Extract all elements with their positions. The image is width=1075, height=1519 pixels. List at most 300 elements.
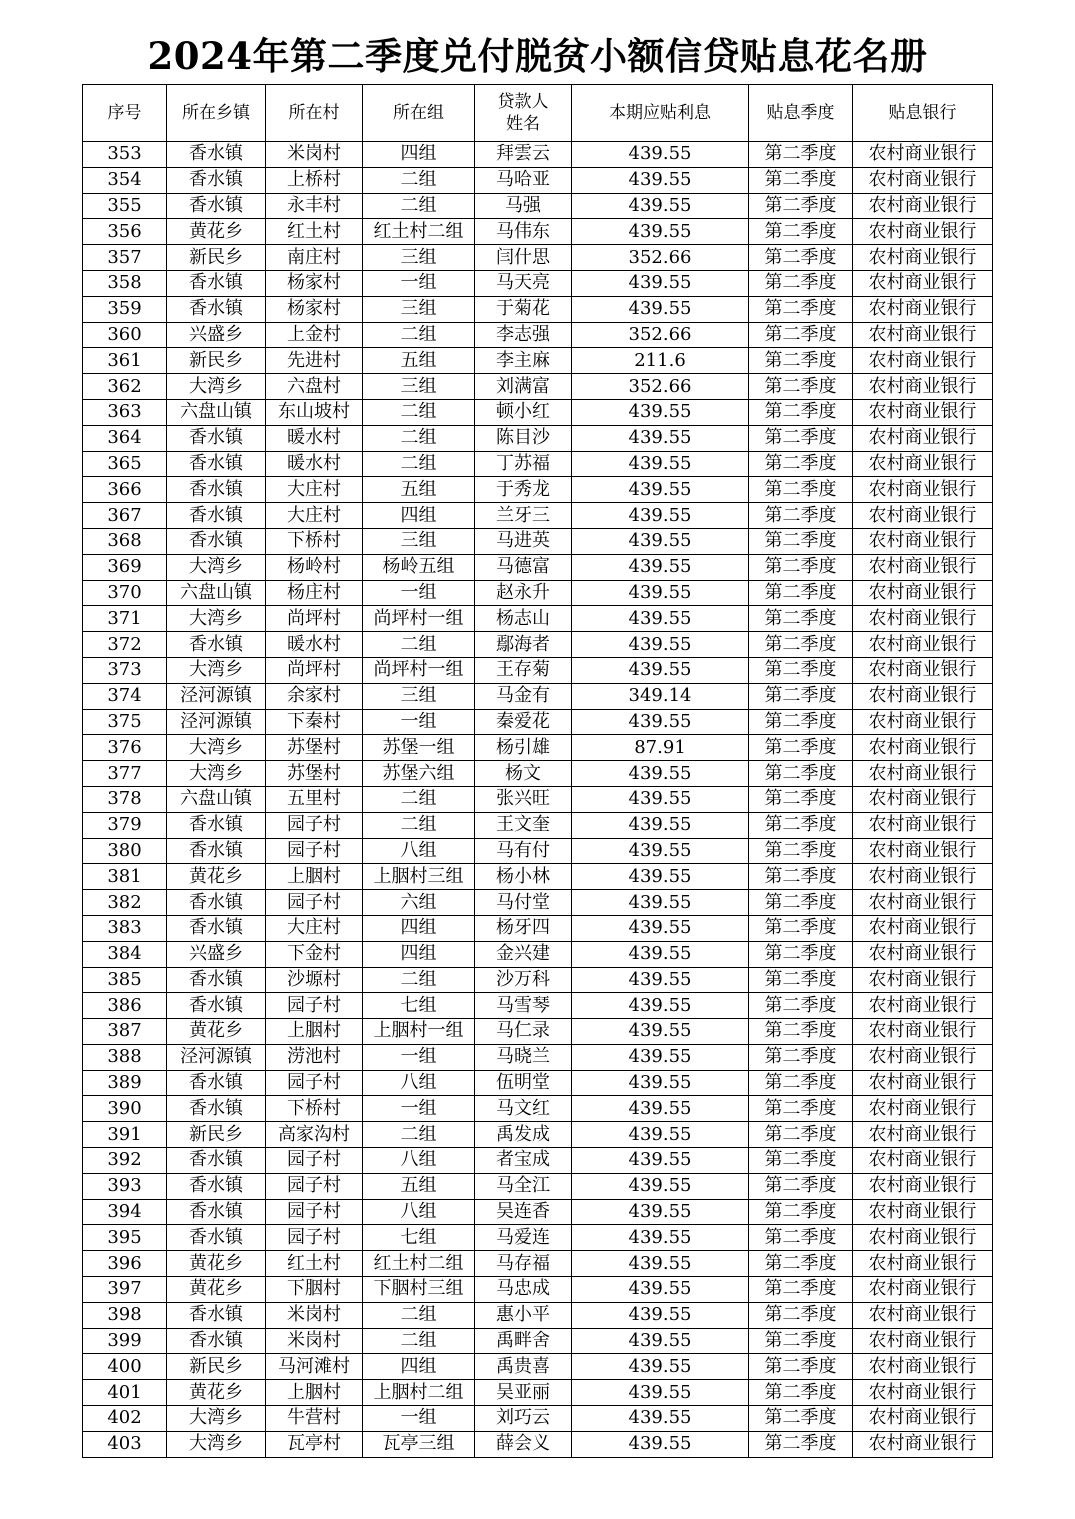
subsidy-roster-table [82, 84, 993, 1458]
cell-township: 香水镇 [167, 425, 266, 451]
cell-township: 六盘山镇 [167, 580, 266, 606]
cell-borrower: 马金有 [475, 683, 572, 709]
cell-interest: 439.55 [572, 606, 749, 632]
table-row [83, 632, 993, 658]
cell-township: 新民乡 [167, 1122, 266, 1148]
table-row [83, 941, 993, 967]
cell-borrower: 陈目沙 [475, 425, 572, 451]
cell-bank: 农村商业银行 [853, 142, 993, 168]
table-row [83, 864, 993, 890]
cell-bank: 农村商业银行 [853, 890, 993, 916]
roster-body [83, 142, 993, 1458]
cell-bank: 农村商业银行 [853, 296, 993, 322]
cell-quarter: 第二季度 [749, 219, 853, 245]
cell-township: 香水镇 [167, 1070, 266, 1096]
cell-village: 涝池村 [266, 1044, 363, 1070]
cell-borrower: 马伟东 [475, 219, 572, 245]
cell-village: 下金村 [266, 941, 363, 967]
table-row [83, 219, 993, 245]
table-row [83, 1070, 993, 1096]
header-interest: 本期应贴利息 [572, 85, 749, 142]
cell-interest: 439.55 [572, 219, 749, 245]
cell-bank: 农村商业银行 [853, 915, 993, 941]
cell-group: 二组 [363, 451, 475, 477]
cell-quarter: 第二季度 [749, 1173, 853, 1199]
cell-interest: 439.55 [572, 993, 749, 1019]
cell-bank: 农村商业银行 [853, 941, 993, 967]
cell-seq: 369 [83, 554, 167, 580]
table-row [83, 1302, 993, 1328]
cell-village: 苏堡村 [266, 761, 363, 787]
cell-seq: 371 [83, 606, 167, 632]
cell-interest: 439.55 [572, 1148, 749, 1174]
cell-group: 八组 [363, 838, 475, 864]
header-borrower-line2: 姓名 [506, 114, 540, 134]
cell-group: 八组 [363, 1148, 475, 1174]
cell-interest: 439.55 [572, 1406, 749, 1432]
cell-interest: 439.55 [572, 451, 749, 477]
cell-village: 上金村 [266, 322, 363, 348]
cell-group: 二组 [363, 967, 475, 993]
cell-village: 上胭村 [266, 1019, 363, 1045]
cell-interest: 352.66 [572, 374, 749, 400]
cell-interest: 439.55 [572, 1044, 749, 1070]
cell-village: 红土村 [266, 219, 363, 245]
cell-quarter: 第二季度 [749, 1122, 853, 1148]
cell-borrower: 王文奎 [475, 812, 572, 838]
table-row [83, 1406, 993, 1432]
cell-seq: 403 [83, 1431, 167, 1457]
page-title: 2024年第二季度兑付脱贫小额信贷贴息花名册 [147, 34, 928, 78]
cell-quarter: 第二季度 [749, 1148, 853, 1174]
cell-seq: 373 [83, 657, 167, 683]
cell-quarter: 第二季度 [749, 812, 853, 838]
cell-interest: 87.91 [572, 735, 749, 761]
cell-village: 下秦村 [266, 709, 363, 735]
cell-group: 上胭村二组 [363, 1380, 475, 1406]
cell-borrower: 吴连香 [475, 1199, 572, 1225]
cell-borrower: 于秀龙 [475, 477, 572, 503]
cell-quarter: 第二季度 [749, 1096, 853, 1122]
cell-seq: 386 [83, 993, 167, 1019]
table-row [83, 683, 993, 709]
cell-bank: 农村商业银行 [853, 1199, 993, 1225]
cell-group: 一组 [363, 580, 475, 606]
cell-seq: 400 [83, 1354, 167, 1380]
cell-bank: 农村商业银行 [853, 606, 993, 632]
cell-township: 泾河源镇 [167, 1044, 266, 1070]
cell-group: 一组 [363, 709, 475, 735]
table-row [83, 245, 993, 271]
cell-borrower: 张兴旺 [475, 786, 572, 812]
cell-borrower: 李志强 [475, 322, 572, 348]
cell-village: 园子村 [266, 1148, 363, 1174]
table-row [83, 1277, 993, 1303]
cell-interest: 352.66 [572, 245, 749, 271]
table-row [83, 296, 993, 322]
cell-interest: 439.55 [572, 399, 749, 425]
cell-group: 红土村二组 [363, 1251, 475, 1277]
table-row [83, 528, 993, 554]
cell-interest: 439.55 [572, 425, 749, 451]
cell-seq: 398 [83, 1302, 167, 1328]
cell-borrower: 马付堂 [475, 890, 572, 916]
table-row [83, 812, 993, 838]
cell-group: 尚坪村一组 [363, 657, 475, 683]
header-township: 所在乡镇 [167, 85, 266, 142]
cell-interest: 439.55 [572, 1380, 749, 1406]
cell-group: 三组 [363, 528, 475, 554]
header-group: 所在组 [363, 85, 475, 142]
cell-interest: 439.55 [572, 632, 749, 658]
cell-township: 大湾乡 [167, 606, 266, 632]
cell-quarter: 第二季度 [749, 1225, 853, 1251]
cell-seq: 376 [83, 735, 167, 761]
cell-seq: 353 [83, 142, 167, 168]
cell-interest: 439.55 [572, 838, 749, 864]
cell-bank: 农村商业银行 [853, 348, 993, 374]
cell-borrower: 顿小红 [475, 399, 572, 425]
cell-group: 六组 [363, 890, 475, 916]
cell-township: 香水镇 [167, 142, 266, 168]
cell-village: 园子村 [266, 1173, 363, 1199]
cell-township: 六盘山镇 [167, 786, 266, 812]
cell-group: 五组 [363, 348, 475, 374]
cell-borrower: 马进英 [475, 528, 572, 554]
cell-bank: 农村商业银行 [853, 683, 993, 709]
cell-bank: 农村商业银行 [853, 1380, 993, 1406]
cell-group: 二组 [363, 399, 475, 425]
cell-quarter: 第二季度 [749, 657, 853, 683]
cell-township: 新民乡 [167, 1354, 266, 1380]
cell-seq: 380 [83, 838, 167, 864]
cell-interest: 439.55 [572, 890, 749, 916]
cell-village: 园子村 [266, 1225, 363, 1251]
cell-village: 下桥村 [266, 528, 363, 554]
cell-township: 香水镇 [167, 528, 266, 554]
cell-seq: 391 [83, 1122, 167, 1148]
cell-seq: 370 [83, 580, 167, 606]
cell-seq: 361 [83, 348, 167, 374]
cell-village: 上胭村 [266, 1380, 363, 1406]
cell-bank: 农村商业银行 [853, 270, 993, 296]
table-row [83, 890, 993, 916]
cell-bank: 农村商业银行 [853, 554, 993, 580]
table-row [83, 477, 993, 503]
cell-village: 下桥村 [266, 1096, 363, 1122]
cell-seq: 364 [83, 425, 167, 451]
cell-borrower: 马德富 [475, 554, 572, 580]
cell-seq: 375 [83, 709, 167, 735]
cell-interest: 439.55 [572, 167, 749, 193]
cell-seq: 382 [83, 890, 167, 916]
cell-group: 一组 [363, 270, 475, 296]
cell-group: 一组 [363, 1044, 475, 1070]
cell-borrower: 李主麻 [475, 348, 572, 374]
cell-seq: 359 [83, 296, 167, 322]
cell-bank: 农村商业银行 [853, 838, 993, 864]
cell-quarter: 第二季度 [749, 167, 853, 193]
cell-quarter: 第二季度 [749, 1199, 853, 1225]
cell-seq: 366 [83, 477, 167, 503]
cell-seq: 374 [83, 683, 167, 709]
cell-interest: 439.55 [572, 1173, 749, 1199]
cell-township: 大湾乡 [167, 1431, 266, 1457]
cell-township: 黄花乡 [167, 864, 266, 890]
cell-township: 兴盛乡 [167, 322, 266, 348]
cell-bank: 农村商业银行 [853, 167, 993, 193]
cell-village: 暖水村 [266, 632, 363, 658]
table-row [83, 167, 993, 193]
cell-bank: 农村商业银行 [853, 1354, 993, 1380]
table-row [83, 1122, 993, 1148]
cell-borrower: 杨文 [475, 761, 572, 787]
table-row [83, 657, 993, 683]
cell-group: 三组 [363, 245, 475, 271]
table-row [83, 993, 993, 1019]
table-row [83, 735, 993, 761]
cell-quarter: 第二季度 [749, 1302, 853, 1328]
cell-group: 七组 [363, 993, 475, 1019]
table-row [83, 1096, 993, 1122]
cell-interest: 439.55 [572, 786, 749, 812]
cell-township: 香水镇 [167, 838, 266, 864]
cell-interest: 439.55 [572, 477, 749, 503]
header-quarter: 贴息季度 [749, 85, 853, 142]
cell-group: 二组 [363, 1122, 475, 1148]
cell-bank: 农村商业银行 [853, 451, 993, 477]
cell-group: 红土村二组 [363, 219, 475, 245]
cell-interest: 439.55 [572, 1328, 749, 1354]
cell-interest: 439.55 [572, 709, 749, 735]
cell-village: 园子村 [266, 993, 363, 1019]
cell-borrower: 马有付 [475, 838, 572, 864]
cell-group: 苏堡六组 [363, 761, 475, 787]
cell-village: 沙塬村 [266, 967, 363, 993]
cell-township: 六盘山镇 [167, 399, 266, 425]
cell-seq: 392 [83, 1148, 167, 1174]
cell-borrower: 者宝成 [475, 1148, 572, 1174]
cell-interest: 439.55 [572, 1096, 749, 1122]
cell-village: 永丰村 [266, 193, 363, 219]
cell-borrower: 金兴建 [475, 941, 572, 967]
cell-borrower: 禹贵喜 [475, 1354, 572, 1380]
cell-group: 七组 [363, 1225, 475, 1251]
cell-interest: 439.55 [572, 1302, 749, 1328]
cell-borrower: 马强 [475, 193, 572, 219]
cell-bank: 农村商业银行 [853, 967, 993, 993]
cell-borrower: 杨引雄 [475, 735, 572, 761]
cell-township: 香水镇 [167, 270, 266, 296]
cell-quarter: 第二季度 [749, 1328, 853, 1354]
cell-interest: 439.55 [572, 915, 749, 941]
cell-bank: 农村商业银行 [853, 374, 993, 400]
cell-village: 杨家村 [266, 296, 363, 322]
cell-bank: 农村商业银行 [853, 1148, 993, 1174]
cell-borrower: 吴亚丽 [475, 1380, 572, 1406]
table-row [83, 1199, 993, 1225]
cell-bank: 农村商业银行 [853, 322, 993, 348]
cell-seq: 388 [83, 1044, 167, 1070]
cell-interest: 439.55 [572, 580, 749, 606]
cell-interest: 439.55 [572, 1354, 749, 1380]
cell-village: 大庄村 [266, 503, 363, 529]
cell-seq: 385 [83, 967, 167, 993]
table-row [83, 580, 993, 606]
cell-township: 大湾乡 [167, 554, 266, 580]
cell-bank: 农村商业银行 [853, 657, 993, 683]
cell-village: 苏堡村 [266, 735, 363, 761]
cell-interest: 439.55 [572, 528, 749, 554]
cell-quarter: 第二季度 [749, 142, 853, 168]
cell-bank: 农村商业银行 [853, 219, 993, 245]
table-row [83, 838, 993, 864]
cell-seq: 378 [83, 786, 167, 812]
cell-village: 大庄村 [266, 477, 363, 503]
cell-seq: 365 [83, 451, 167, 477]
table-row [83, 399, 993, 425]
cell-quarter: 第二季度 [749, 399, 853, 425]
cell-borrower: 刘满富 [475, 374, 572, 400]
cell-group: 二组 [363, 167, 475, 193]
table-row [83, 322, 993, 348]
cell-group: 上胭村一组 [363, 1019, 475, 1045]
cell-township: 兴盛乡 [167, 941, 266, 967]
cell-quarter: 第二季度 [749, 683, 853, 709]
cell-bank: 农村商业银行 [853, 1431, 993, 1457]
cell-borrower: 刘巧云 [475, 1406, 572, 1432]
cell-borrower: 杨小林 [475, 864, 572, 890]
cell-bank: 农村商业银行 [853, 1122, 993, 1148]
cell-seq: 390 [83, 1096, 167, 1122]
table-row [83, 1173, 993, 1199]
cell-quarter: 第二季度 [749, 296, 853, 322]
cell-quarter: 第二季度 [749, 838, 853, 864]
cell-township: 大湾乡 [167, 374, 266, 400]
cell-bank: 农村商业银行 [853, 709, 993, 735]
cell-village: 先进村 [266, 348, 363, 374]
cell-bank: 农村商业银行 [853, 761, 993, 787]
cell-seq: 367 [83, 503, 167, 529]
cell-bank: 农村商业银行 [853, 993, 993, 1019]
cell-bank: 农村商业银行 [853, 245, 993, 271]
cell-village: 五里村 [266, 786, 363, 812]
cell-borrower: 禹畔舍 [475, 1328, 572, 1354]
cell-borrower: 马晓兰 [475, 1044, 572, 1070]
cell-quarter: 第二季度 [749, 890, 853, 916]
cell-quarter: 第二季度 [749, 451, 853, 477]
cell-quarter: 第二季度 [749, 632, 853, 658]
table-row [83, 709, 993, 735]
cell-seq: 356 [83, 219, 167, 245]
cell-township: 黄花乡 [167, 219, 266, 245]
cell-seq: 399 [83, 1328, 167, 1354]
table-row [83, 193, 993, 219]
cell-interest: 439.55 [572, 941, 749, 967]
cell-borrower: 闫什思 [475, 245, 572, 271]
header-row [83, 85, 993, 142]
header-borrower [475, 85, 572, 142]
cell-interest: 439.55 [572, 296, 749, 322]
cell-township: 大湾乡 [167, 1406, 266, 1432]
cell-bank: 农村商业银行 [853, 425, 993, 451]
cell-quarter: 第二季度 [749, 993, 853, 1019]
cell-seq: 383 [83, 915, 167, 941]
table-row [83, 142, 993, 168]
cell-seq: 368 [83, 528, 167, 554]
cell-group: 尚坪村一组 [363, 606, 475, 632]
cell-township: 香水镇 [167, 890, 266, 916]
table-row [83, 1019, 993, 1045]
header-bank: 贴息银行 [853, 85, 993, 142]
cell-township: 大湾乡 [167, 735, 266, 761]
cell-township: 香水镇 [167, 1199, 266, 1225]
table-row [83, 786, 993, 812]
cell-village: 高家沟村 [266, 1122, 363, 1148]
cell-group: 四组 [363, 915, 475, 941]
cell-interest: 439.55 [572, 967, 749, 993]
cell-borrower: 马雪琴 [475, 993, 572, 1019]
cell-interest: 439.55 [572, 1431, 749, 1457]
cell-seq: 357 [83, 245, 167, 271]
cell-group: 五组 [363, 477, 475, 503]
table-row [83, 374, 993, 400]
cell-borrower: 杨牙四 [475, 915, 572, 941]
cell-seq: 381 [83, 864, 167, 890]
cell-township: 新民乡 [167, 348, 266, 374]
table-row [83, 1328, 993, 1354]
cell-interest: 439.55 [572, 554, 749, 580]
cell-township: 香水镇 [167, 915, 266, 941]
cell-borrower: 马哈亚 [475, 167, 572, 193]
cell-quarter: 第二季度 [749, 941, 853, 967]
cell-quarter: 第二季度 [749, 193, 853, 219]
cell-bank: 农村商业银行 [853, 1096, 993, 1122]
cell-township: 香水镇 [167, 1328, 266, 1354]
table-row [83, 1354, 993, 1380]
header-borrower-line1: 贷款人 [497, 92, 549, 112]
cell-village: 杨岭村 [266, 554, 363, 580]
table-row [83, 1148, 993, 1174]
cell-group: 八组 [363, 1070, 475, 1096]
cell-group: 四组 [363, 1354, 475, 1380]
cell-quarter: 第二季度 [749, 1070, 853, 1096]
cell-township: 香水镇 [167, 993, 266, 1019]
cell-seq: 358 [83, 270, 167, 296]
cell-quarter: 第二季度 [749, 477, 853, 503]
table-row [83, 1044, 993, 1070]
cell-seq: 377 [83, 761, 167, 787]
cell-township: 香水镇 [167, 296, 266, 322]
table-row [83, 1225, 993, 1251]
cell-group: 二组 [363, 786, 475, 812]
cell-township: 黄花乡 [167, 1019, 266, 1045]
cell-interest: 439.55 [572, 270, 749, 296]
table-row [83, 348, 993, 374]
cell-seq: 362 [83, 374, 167, 400]
cell-group: 四组 [363, 142, 475, 168]
cell-group: 二组 [363, 1302, 475, 1328]
cell-village: 大庄村 [266, 915, 363, 941]
cell-bank: 农村商业银行 [853, 1173, 993, 1199]
cell-interest: 352.66 [572, 322, 749, 348]
cell-bank: 农村商业银行 [853, 1302, 993, 1328]
cell-group: 下胭村三组 [363, 1277, 475, 1303]
cell-group: 杨岭五组 [363, 554, 475, 580]
cell-village: 杨庄村 [266, 580, 363, 606]
cell-group: 二组 [363, 632, 475, 658]
cell-seq: 393 [83, 1173, 167, 1199]
